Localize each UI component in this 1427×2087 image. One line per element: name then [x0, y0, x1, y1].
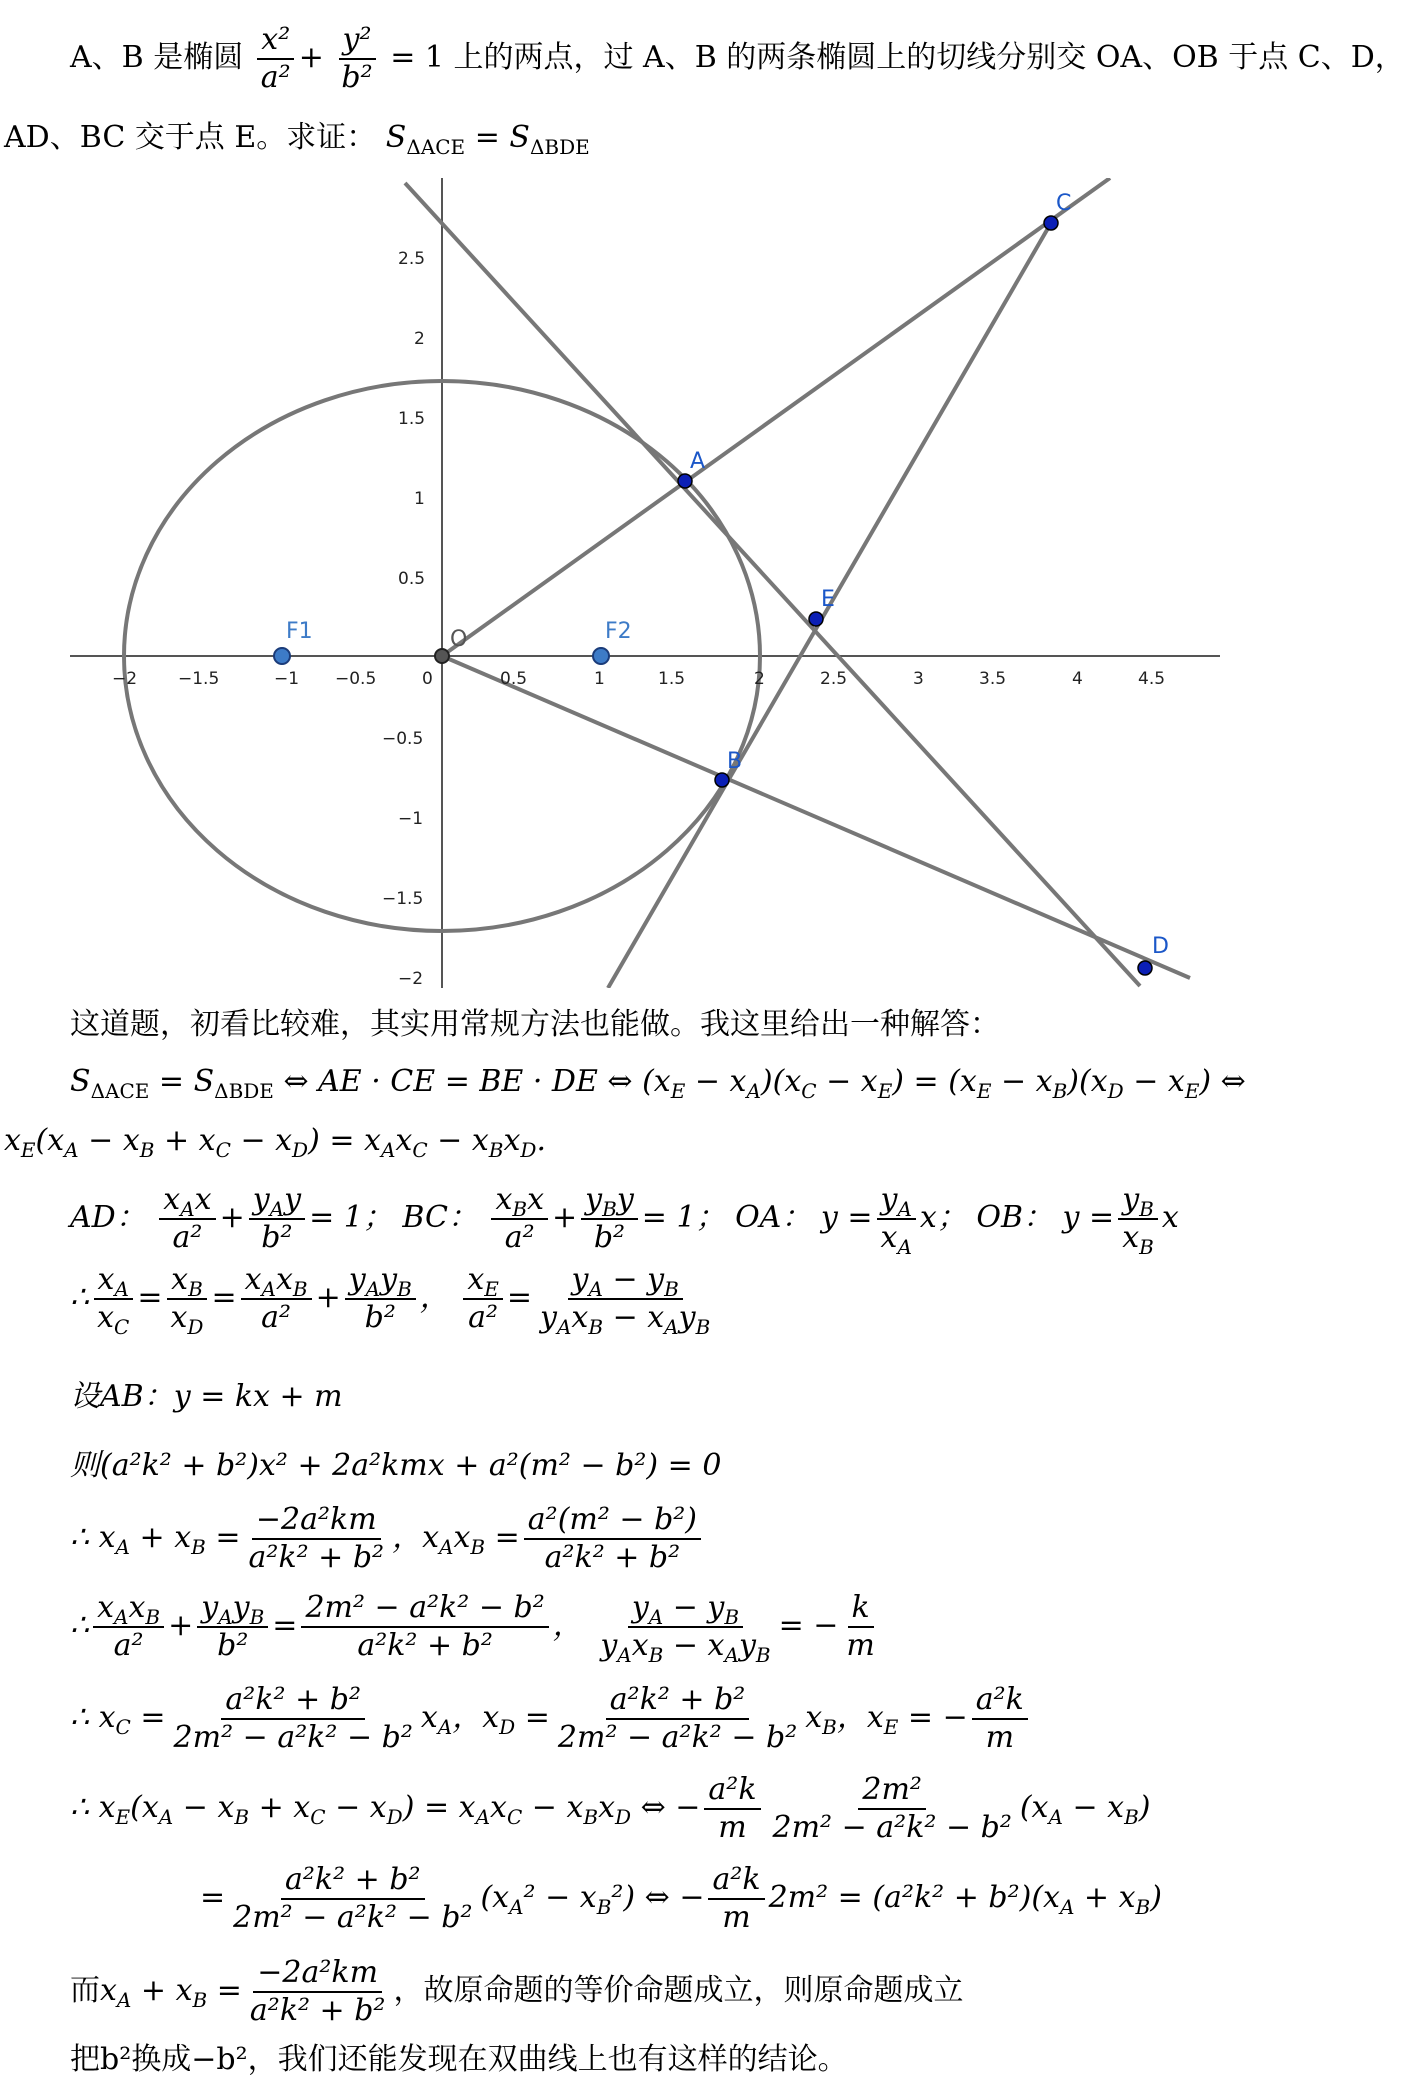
- svg-text:O: O: [450, 627, 468, 652]
- point-F1: [274, 648, 290, 664]
- quadratic: 则(a²k² + b²)x² + 2a²kmx + a²(m² − b²) = 0: [70, 1448, 722, 1483]
- equivalence-2: $x_E(x_A - x_B + x_C - x_D) = x_Ax_C - x_Bx_D$.: [4, 1123, 546, 1162]
- ellipse-figure: [60, 178, 1230, 988]
- svg-text:−1: −1: [398, 809, 424, 829]
- point-A: [678, 474, 692, 488]
- svg-text:2.5: 2.5: [398, 249, 426, 269]
- ellipse-y-term: $\frac{\text{y²}}{\text{b²}}$: [337, 22, 376, 96]
- point-D: [1138, 961, 1152, 975]
- line-OD: [442, 656, 1190, 978]
- combined: ∴ $\frac{x_Ax_B}{\text{a²}}$ + $\frac{y_Ay_B}{\text{b²}}$ = $\frac{\text{2m² − a²k² − b²}}{\text{a²k² + b²}}$ ， $\frac{y_A - y_B}{y_Ax_B - x_Ay_B}$ = − $\frac{k}{m}$: [70, 1590, 875, 1667]
- x-ticks: [112, 669, 1165, 689]
- claim: $S_{\Delta ACE} = S_{\Delta BDE}$: [385, 120, 590, 159]
- vieta: ∴ $x_A + x_B$ = $\frac{\text{−2a²km}}{\text{a²k² + b²}}$ ，$x_Ax_B$ = $\frac{\text{a²(m² − b²)}}{\text{a²k² + b²}}$: [70, 1502, 705, 1576]
- svg-text:3.5: 3.5: [979, 669, 1007, 689]
- point-C: [1044, 216, 1058, 230]
- svg-text:D: D: [1152, 934, 1169, 959]
- svg-text:−2: −2: [112, 669, 138, 689]
- substitution-1: ∴ $x_E(x_A - x_B + x_C - x_D) = x_Ax_C - x_Bx_D$ ⇔ − $\frac{\text{a²k}}{m}$ $\frac{\text{2m²}}{\text{2m² − a²k² − b²}}$ $(x_A - x_B)$: [70, 1772, 1151, 1845]
- solution-intro: 这道题，初看比较难，其实用常规方法也能做。我这里给出一种解答：: [70, 1007, 1000, 1042]
- svg-text:4: 4: [1072, 669, 1083, 689]
- problem-line-1: A、B 是椭圆 $\frac{\text{x²}}{\text{a²}}$ + $\frac{\text{y²}}{\text{b²}}$ = 1 上的两点，过 A、B 的两条椭圆上的切线分别交 OA、OB 于点 C、D，: [70, 22, 1405, 95]
- point-F2: [593, 648, 609, 664]
- equivalence-1: $S_{\Delta ACE} = S_{\Delta BDE}$ ⇔ AE · CE = BE · DE ⇔ $(x_E - x_A)(x_C - x_E) = (x_E - x_B)(x_D - x_E)$ ⇔: [70, 1064, 1246, 1103]
- svg-text:2: 2: [754, 669, 765, 689]
- svg-text:F1: F1: [286, 619, 313, 644]
- svg-text:1.5: 1.5: [658, 669, 686, 689]
- svg-text:1: 1: [594, 669, 605, 689]
- svg-text:C: C: [1056, 191, 1072, 216]
- figure-svg: [60, 178, 1230, 988]
- line-equations: AD： $\frac{x_Ax}{\text{a²}}$ + $\frac{y_Ay}{\text{b²}}$ = 1； BC： $\frac{x_Bx}{\text{a²}}$ + $\frac{y_By}{\text{b²}}$ = 1； OA： y = $\frac{y_A}{x_A}$ x； OB： y = $\frac{y_B}{x_B}$ x: [70, 1182, 1179, 1259]
- svg-text:3: 3: [913, 669, 924, 689]
- svg-text:−0.5: −0.5: [335, 669, 377, 689]
- svg-text:E: E: [821, 587, 835, 612]
- svg-text:2: 2: [414, 329, 425, 349]
- point-E: [809, 612, 823, 626]
- svg-text:−1: −1: [274, 669, 300, 689]
- xc-xd-xe: ∴ $x_C$ = $\frac{\text{a²k² + b²}}{\text{2m² − a²k² − b²}}$ $x_A$，$x_D$ = $\frac{\text{a²k² + b²}}{\text{2m² − a²k² − b²}}$ $x_B$，$x_E$ = − $\frac{\text{a²k}}{m}$: [70, 1682, 1032, 1756]
- set-ab: 设AB：y = kx + m: [70, 1379, 343, 1414]
- point-B: [715, 773, 729, 787]
- svg-text:0: 0: [422, 669, 433, 689]
- svg-text:2.5: 2.5: [820, 669, 848, 689]
- svg-text:0.5: 0.5: [500, 669, 528, 689]
- svg-text:1.5: 1.5: [398, 409, 426, 429]
- ellipse-x-term: $\frac{\text{x²}}{\text{a²}}$: [257, 22, 295, 96]
- line-OC: [442, 178, 1110, 656]
- svg-text:0.5: 0.5: [398, 569, 426, 589]
- final-remark: 把b²换成−b²，我们还能发现在双曲线上也有这样的结论。: [70, 2042, 848, 2077]
- svg-text:−1.5: −1.5: [382, 889, 424, 909]
- substitution-2: = $\frac{\text{a²k² + b²}}{\text{2m² − a²k² − b²}}$ $(x_A^2 - x_B^2)$ ⇔ − $\frac{\text{a²k}}{m}$ $2m^2 = (a^2k^2 + b^2)(x_A + x_B)$: [200, 1862, 1162, 1935]
- ratio-equation: ∴ $\frac{x_A}{x_C}$ = $\frac{x_B}{x_D}$ = $\frac{x_Ax_B}{\text{a²}}$ + $\frac{y_Ay_B}{\text{b²}}$ ， $\frac{x_E}{\text{a²}}$ = $\frac{y_A - y_B}{y_Ax_B - x_Ay_B}$: [70, 1262, 711, 1339]
- point-O: [435, 649, 449, 663]
- svg-text:F2: F2: [605, 619, 632, 644]
- tangent-at-A: [405, 183, 1140, 986]
- svg-text:−0.5: −0.5: [382, 729, 424, 749]
- svg-text:4.5: 4.5: [1138, 669, 1166, 689]
- svg-text:1: 1: [414, 489, 425, 509]
- svg-text:−2: −2: [398, 969, 424, 988]
- y-ticks: [382, 249, 425, 988]
- svg-text:B: B: [727, 749, 743, 774]
- conclusion: 而$x_A + x_B$ = $\frac{\text{−2a²km}}{\text{a²k² + b²}}$ ，故原命题的等价命题成立，则原命题成立: [70, 1955, 964, 2028]
- problem-line-2: AD、BC 交于点 E。求证： $S_{\Delta ACE} = S_{\Delta BDE}$: [4, 120, 590, 159]
- svg-text:A: A: [690, 449, 706, 474]
- svg-text:−1.5: −1.5: [178, 669, 220, 689]
